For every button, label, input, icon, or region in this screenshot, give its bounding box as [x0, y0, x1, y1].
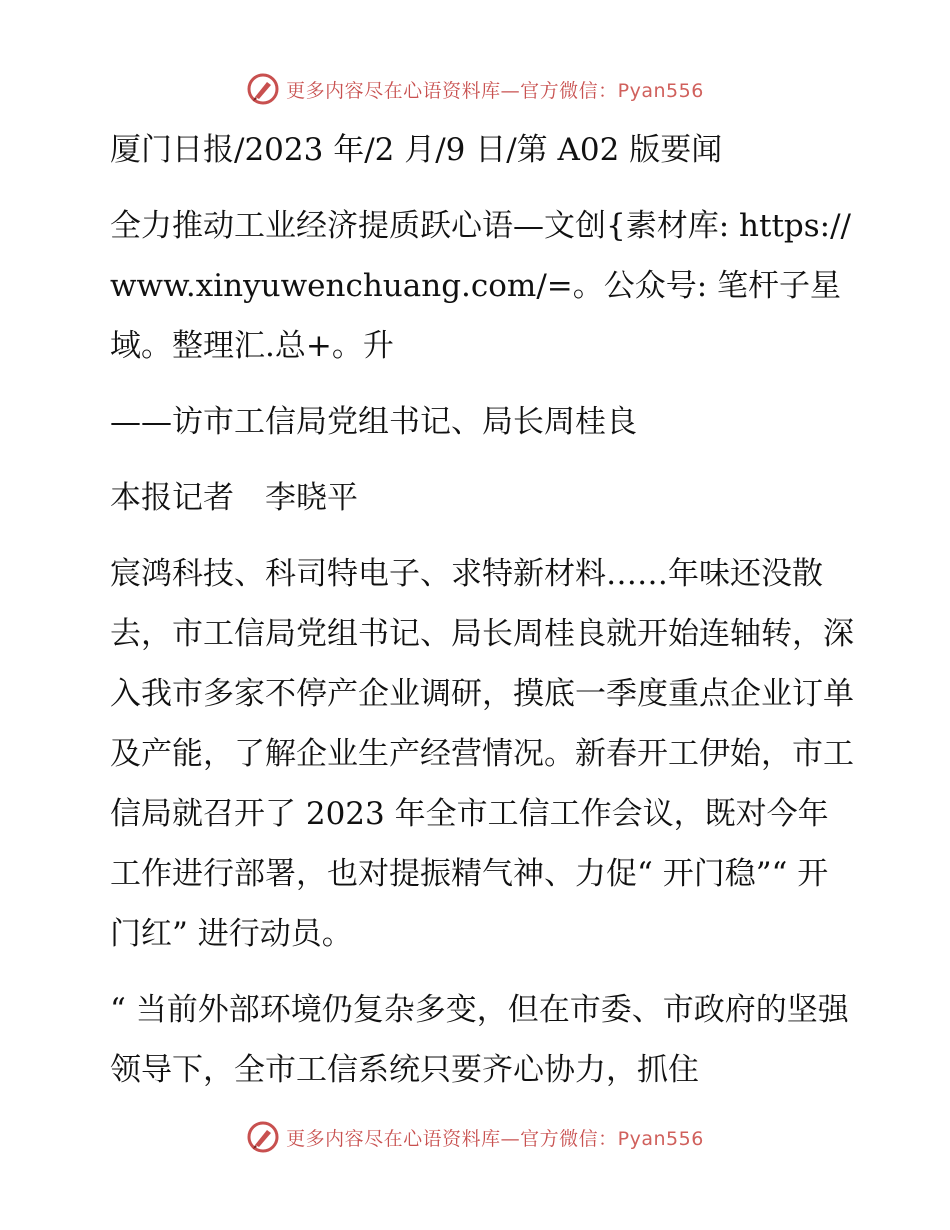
- article-title: 全力推动工业经济提质跃心语—文创{素材库: https://www.xinyuwenchuang.com/=。公众号: 笔杆子星域。整理汇.总+。升: [110, 208, 851, 364]
- paragraph-1: 宸鸿科技、科司特电子、求特新材料……年味还没散去，市工信局党组书记、局长周桂良就开始连轴转，深入我市多家不停产企业调研，摸底一季度重点企业订单及产能，了解企业生产经营情况。新春开工伊始，市工信局就召开了 2023 年全市工信工作会议，既对今年工作进行部署，也对提振精气神、力促“ 开门稳”“ 开门红” 进行动员。: [110, 556, 854, 952]
- source-line: 厦门日报/2023 年/2 月/9 日/第 A02 版要闻: [110, 132, 723, 168]
- watermark-text: 更多内容尽在心语资料库—官方微信：Pyan556: [286, 79, 704, 102]
- wechat-id: Pyan556: [617, 1127, 704, 1150]
- header-watermark-banner: [0, 72, 950, 106]
- article-subtitle: ——访市工信局党组书记、局长周桂良: [110, 404, 637, 440]
- wechat-id: Pyan556: [617, 79, 704, 102]
- footer-watermark-banner: [0, 1120, 950, 1154]
- article-body: [98, 120, 858, 1116]
- paragraph-2: “ 当前外部环境仍复杂多变，但在市委、市政府的坚强领导下，全市工信系统只要齐心协力，抓住: [110, 992, 849, 1088]
- pen-logo-icon: [246, 1120, 280, 1154]
- watermark-text: 更多内容尽在心语资料库—官方微信：Pyan556: [286, 1127, 704, 1150]
- byline: 本报记者 李晓平: [110, 480, 358, 516]
- pen-logo-icon: [246, 72, 280, 106]
